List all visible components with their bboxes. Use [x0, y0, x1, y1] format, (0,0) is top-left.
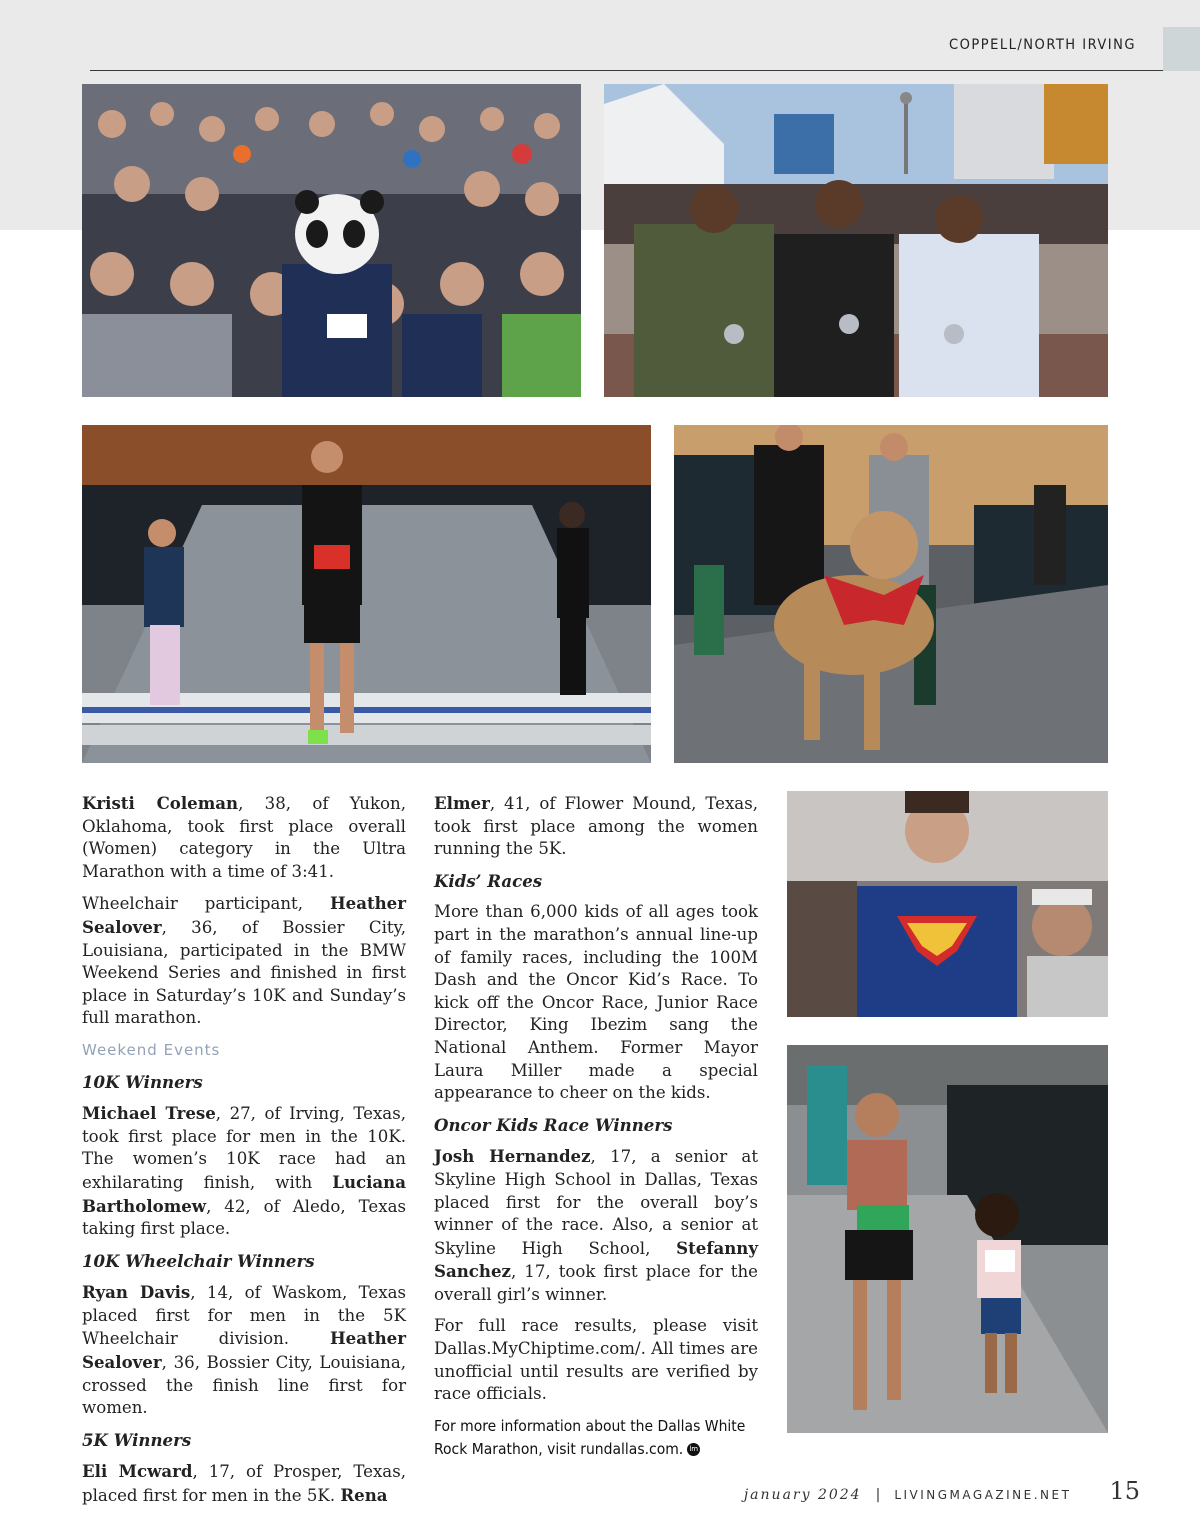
crowd-start-photo	[82, 84, 581, 397]
name-michael-trese: Michael Trese	[82, 1103, 216, 1124]
name-heather-sealover-2: Heather Sealover	[82, 1328, 406, 1373]
paragraph-oncor-winners	[434, 1145, 758, 1306]
finish-line-runner-photo	[82, 425, 651, 763]
paragraph-text: , 36, Bossier City, Louisiana, crossed the finish line first for women.	[82, 1353, 406, 1418]
finishers-medals-photo	[604, 84, 1108, 397]
name-kristi-coleman: Kristi Coleman	[82, 793, 239, 813]
paragraph-kristi-coleman	[82, 792, 406, 883]
subheading-10k-winners: 10K Winners	[82, 1071, 203, 1092]
name-heather-sealover: Heather Sealover	[82, 893, 406, 937]
paragraph-text: Wheelchair participant,	[82, 894, 330, 914]
paragraph-text: , 14, of Waskom, Texas placed first for men in the 5K Wheelchair division.	[82, 1283, 406, 1349]
subheading-5k-winners: 5K Winners	[82, 1429, 192, 1450]
website-link[interactable]: LIVINGMAGAZINE.NET	[894, 1488, 1072, 1502]
name-stefanny-sanchez: Stefanny Sanchez	[434, 1237, 758, 1282]
subheading-kids-races: Kids’ Races	[434, 870, 543, 891]
page-footer	[744, 1477, 1140, 1505]
paragraph-kids-races: More than 6,000 kids of all ages took part in the marathon’s annual line-up of family races, including the 100M Dash and the Oncor Kid’s Race. To kick off the Oncor Race, Junior Race Director, King Ibezim sang the National Anthem. Former Mayor Laura Miller made a special appearance to cheer on the kids.	[434, 902, 758, 1103]
name-elmer: Elmer	[434, 793, 490, 813]
paragraph-5k-winners	[82, 1460, 406, 1507]
section-tab	[1163, 27, 1200, 71]
name-josh-hernandez: Josh Hernandez	[434, 1146, 591, 1167]
more-info-note	[434, 1415, 758, 1461]
paragraph-text: , 17, a senior at Skyline High School in Dallas, Texas placed first for the overall boy’s winner of the race. Also, a senior at Skyline High School,	[434, 1147, 758, 1258]
paragraph-full-results: For full race results, please visit Dallas.MyChiptime.com/. All times are unofficial until results are verified by race officials.	[434, 1316, 758, 1404]
article-column-1	[82, 792, 406, 1517]
paragraph-10k-wheelchair-winners	[82, 1281, 406, 1420]
paragraph-elmer	[434, 792, 758, 861]
header-rule	[90, 70, 1163, 71]
mother-child-runners-photo	[787, 1045, 1108, 1433]
subheading-10k-wheelchair-winners: 10K Wheelchair Winners	[82, 1250, 315, 1271]
section-label: COPPELL/NORTH IRVING	[949, 37, 1136, 53]
paragraph-text: , 17, took first place for the overall girl’s winner.	[434, 1262, 758, 1304]
paragraph-text: , 17, of Prosper, Texas, placed first for men in the 5K.	[82, 1462, 406, 1506]
footer-separator: |	[875, 1487, 881, 1503]
subheading-oncor-kids-race-winners: Oncor Kids Race Winners	[434, 1114, 673, 1135]
paragraph-text: , 38, of Yukon, Oklahoma, took first place overall (Women) category in the Ultra Marathon with a time of 3:41.	[82, 794, 406, 881]
more-info-text: For more information about the Dallas White Rock Marathon, visit rundallas.com.	[434, 1416, 746, 1458]
name-ryan-davis: Ryan Davis	[82, 1282, 191, 1303]
section-heading-weekend-events: Weekend Events	[82, 1040, 221, 1059]
name-eli-mcward: Eli Mcward	[82, 1461, 193, 1482]
name-luciana-bartholomew: Luciana Bartholomew	[82, 1171, 406, 1216]
paragraph-text: , 36, of Bossier City, Louisiana, participated in the BMW Weekend Series and finished in first place in Saturday’s 10K and Sunday’s full marathon.	[82, 917, 406, 1028]
paragraph-10k-winners	[82, 1102, 406, 1241]
paragraph-heather-sealover-wheelchair	[82, 892, 406, 1030]
article-column-2	[434, 792, 758, 1470]
paragraph-text: , 41, of Flower Mound, Texas, took first place among the women running the 5K.	[434, 794, 758, 859]
end-mark-icon: lm	[687, 1443, 700, 1456]
dog-runner-photo	[674, 425, 1108, 763]
page-number: 15	[1109, 1477, 1140, 1505]
paragraph-text: , 27, of Irving, Texas, took first place for men in the 10K. The women’s 10K race had an exhilarating finish, with	[82, 1104, 406, 1192]
paragraph-text: , 42, of Aledo, Texas taking first place.	[82, 1196, 406, 1239]
name-rena: Rena	[340, 1485, 388, 1506]
issue-date: january 2024	[743, 1487, 862, 1503]
superhero-runner-photo	[787, 791, 1108, 1017]
